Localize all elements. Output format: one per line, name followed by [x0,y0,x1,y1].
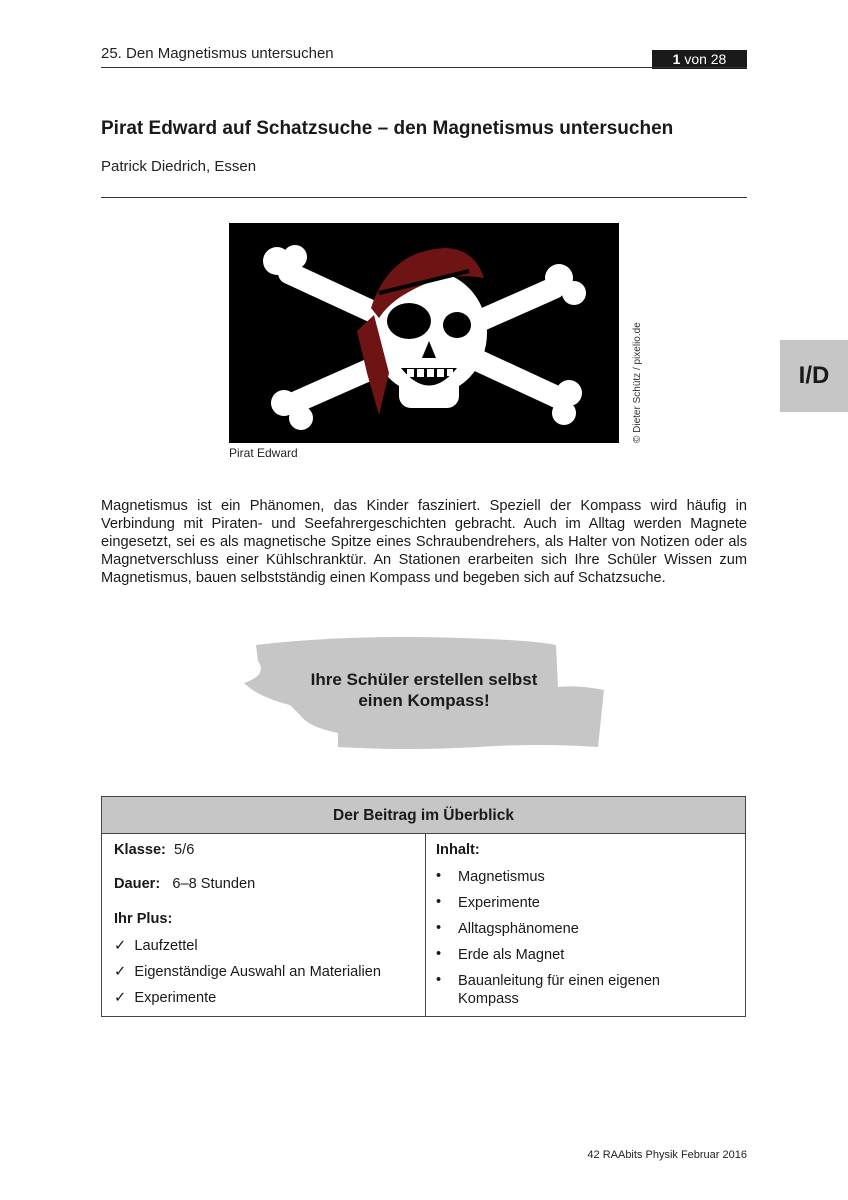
klasse-label: Klasse: [114,842,166,858]
page-total: von 28 [684,51,727,67]
plus-item-text: Experimente [134,990,217,1006]
overview-column-divider [425,834,426,1016]
inhalt-item-text: Experimente [458,895,540,911]
dauer-value: 6–8 Stunden [172,876,256,892]
checkmark-icon: ✓ [114,964,127,980]
inhalt-item-text: Erde als Magnet [458,947,565,963]
plus-item [114,989,216,1006]
title-divider [101,197,747,198]
klasse-row [114,842,194,858]
highlight-banner [238,635,610,753]
bullet-icon: • [436,894,442,910]
inhalt-item-text: Alltagsphänomene [458,921,579,937]
dauer-row [114,876,255,892]
inhalt-label: Inhalt: [436,842,480,858]
bullet-icon: • [436,946,442,962]
intro-paragraph: Magnetismus ist ein Phänomen, das Kinder fasziniert. Speziell der Kompass wird häufig in Verbindung mit Piraten- und Seefahrergeschichten gebracht. Auch im Alltag werden Magnete eingesetzt, sei es als magnetische Spitze eines Schraubendrehers, als Halter von Notizen oder als Magnetverschluss einer Kühlschranktür. An Stationen erarbeiten sich Ihre Schüler Wissen zum Magnetismus, bauen selbstständig einen Kompass und begeben sich auf Schatzsuche. [101,498,747,586]
plus-item-text: Laufzettel [134,938,198,954]
plus-label: Ihr Plus: [114,911,173,927]
banner-line-2: einen Kompass! [358,691,490,710]
pirate-flag-image [229,223,619,443]
article-author: Patrick Diedrich, Essen [101,158,257,175]
page-footer: 42 RAAbits Physik Februar 2016 [587,1149,747,1161]
image-caption: Pirat Edward [229,446,298,460]
bullet-icon: • [436,920,442,936]
banner-line-1: Ihre Schüler erstellen selbst [310,670,538,689]
running-header-title: 25. Den Magnetismus untersuchen [101,45,334,62]
overview-heading: Der Beitrag im Überblick [102,797,745,834]
skull-crossbones-icon [229,223,619,443]
inhalt-item-text: Bauanleitung für einen eigenen Kompass [458,973,661,1007]
banner-text [238,669,610,711]
section-side-tab: I/D [780,340,848,412]
inhalt-item-text: Magnetismus [458,869,545,885]
image-credit: © Dieter Schütz / pixelio.de [632,322,643,443]
plus-item-text: Eigenständige Auswahl an Materialien [134,964,381,980]
checkmark-icon: ✓ [114,990,127,1006]
plus-item [114,963,381,980]
bullet-icon: • [436,868,442,884]
article-title: Pirat Edward auf Schatzsuche – den Magnetismus untersuchen [101,118,674,139]
page-current: 1 [672,51,681,67]
plus-item [114,937,198,954]
checkmark-icon: ✓ [114,938,127,954]
bullet-icon: • [436,972,442,988]
overview-box [101,796,746,1017]
header-divider [101,67,747,68]
dauer-label: Dauer: [114,876,161,892]
klasse-value: 5/6 [174,842,195,858]
